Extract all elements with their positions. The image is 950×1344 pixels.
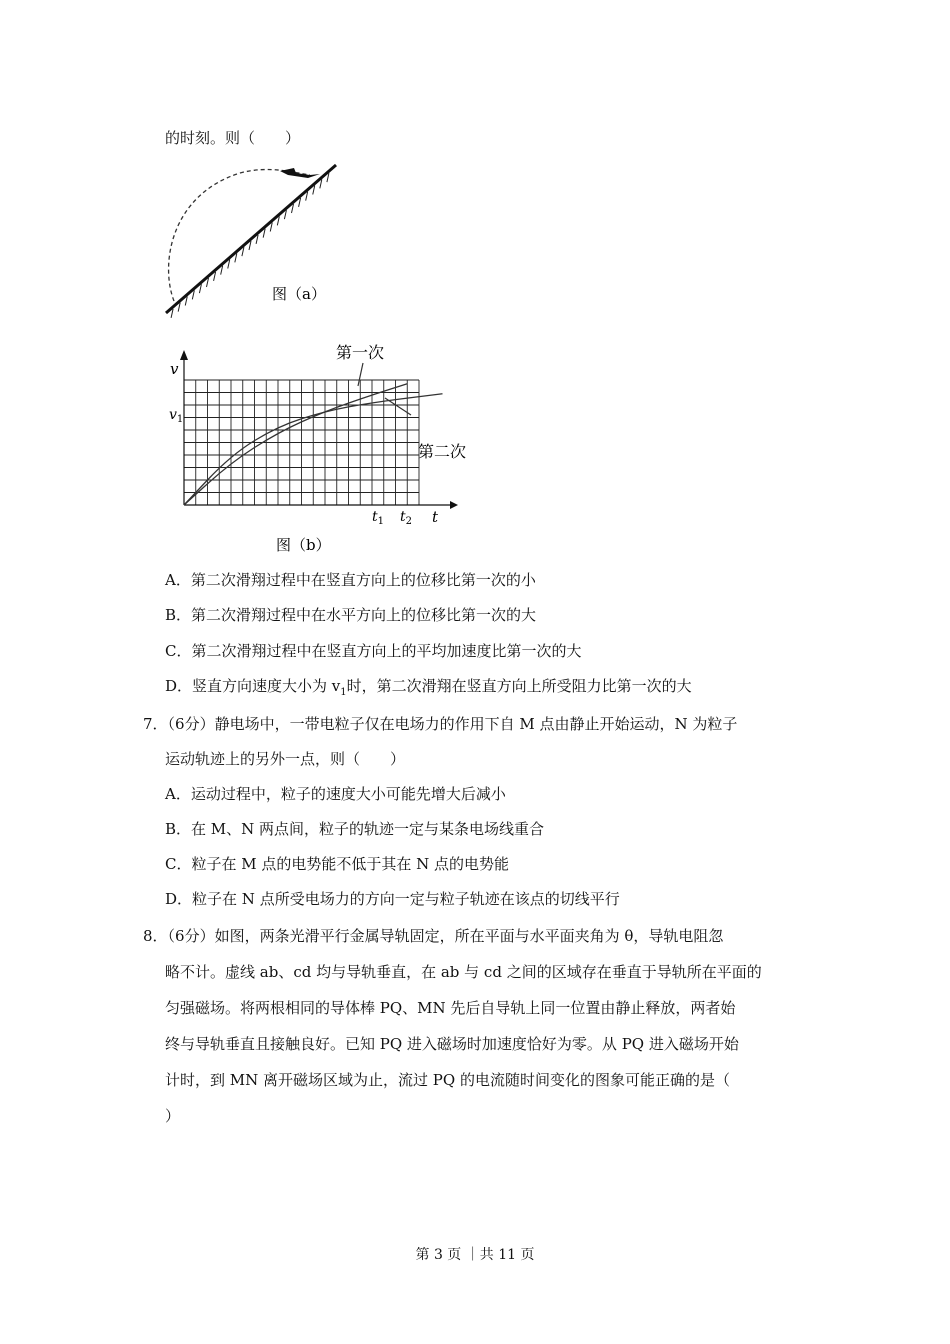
figure-a-caption: 图（a） [272,285,326,303]
jumper-icon [280,168,320,178]
q8-stem-line3: 匀强磁场。将两根相同的导体棒 PQ、MN 先后自导轨上同一位置由静止释放，两者始 [165,999,736,1017]
q8-stem-line5: 计时，到 MN 离开磁场区域为止，流过 PQ 的电流随时间变化的图象可能正确的是（ [165,1071,730,1089]
figure-a-slope-diagram [160,155,360,330]
q7-option-c: C．粒子在 M 点的电势能不低于其在 N 点的电势能 [165,855,510,873]
q7-stem-line1: 7．（6分）静电场中，一带电粒子仅在电场力的作用下自 M 点由静止开始运动，N 为粒子 [143,715,738,733]
figure-b-vt-chart [160,340,490,560]
q6-option-b: B．第二次滑翔过程中在水平方向上的位移比第一次的大 [165,606,537,624]
label-first: 第一次 [336,343,385,362]
q8-stem-line2: 略不计。虚线 ab、cd 均与导轨垂直，在 ab 与 cd 之间的区域存在垂直于导轨所在平面的 [165,963,762,981]
q6-option-a: A．第二次滑翔过程中在竖直方向上的位移比第一次的小 [165,571,536,589]
t2-label: $t_2$ [400,509,413,527]
t1-label: $t_1$ [372,509,385,527]
q8-stem-line4: 终与导轨垂直且接触良好。已知 PQ 进入磁场时加速度恰好为零。从 PQ 进入磁场开始 [165,1035,739,1053]
intro-line: 的时刻。则（ ） [165,129,301,147]
t-axis-label: t [432,508,439,526]
t-axis-arrow [450,501,458,509]
v-axis-arrow [180,350,188,360]
q7-option-d: D．粒子在 N 点所受电场力的方向一定与粒子轨迹在该点的切线平行 [165,890,620,908]
v1-label: $v_1$ [169,407,184,425]
q7-option-b: B．在 M、N 两点间，粒子的轨迹一定与某条电场线重合 [165,820,545,838]
q8-stem-line1: 8．（6分）如图，两条光滑平行金属导轨固定，所在平面与水平面夹角为 θ，导轨电阻忽 [143,927,724,945]
figure-b-caption: 图（b） [276,536,331,554]
v-axis-label: v [170,360,179,378]
trajectory-dashed [169,170,310,301]
q6-option-c: C．第二次滑翔过程中在竖直方向上的平均加速度比第一次的大 [165,642,582,660]
curve-first [184,384,407,505]
q8-stem-line6: ） [165,1107,181,1125]
label-second: 第二次 [418,442,467,461]
q6-option-d: D．竖直方向速度大小为 $v_1$时，第二次滑翔在竖直方向上所受阻力比第一次的大 [165,677,692,698]
q7-stem-line2: 运动轨迹上的另外一点，则（ ） [165,750,406,768]
q7-option-a: A．运动过程中，粒子的速度大小可能先增大后减小 [165,785,506,803]
page-footer: 第 3 页 ｜共 11 页 [415,1247,535,1263]
